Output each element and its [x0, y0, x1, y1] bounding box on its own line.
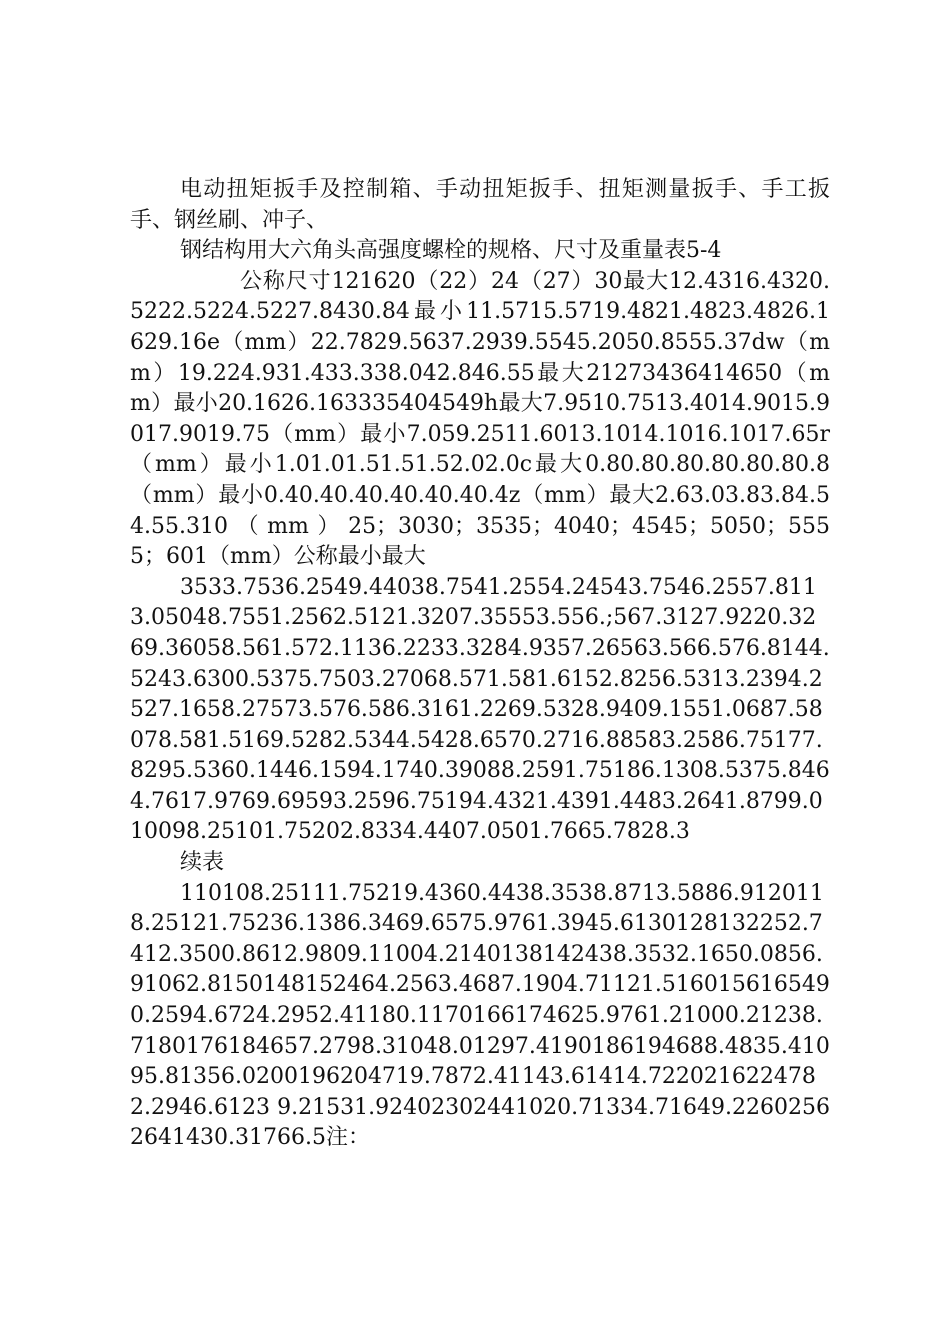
table-title: 钢结构用大六角头高强度螺栓的规格、尺寸及重量表5-4 — [180, 238, 722, 264]
document-body — [130, 175, 830, 1154]
bolt-spec-header-paragraph: 公称尺寸121620（22）24（27）30最大12.4316.4320.5222.5224.5227.8430.84最小11.5715.5719.4821.4823.4826.1629.16e（mm）22.7829.5637.2939.5545.2050.8555.37dw（mm）19.224.931.433.338.042.846.55最大21273436414650（mm）最小20.1626.163335404549h最大7.9510.7513.4014.9015.9017.9019.75（mm）最小7.059.2511.6013.1014.1016.1017.65r（mm）最小1.01.01.51.51.52.02.0c最大0.80.80.80.80.80.80.8（mm）最小0.40.40.40.40.40.40.4z（mm）最大2.63.03.83.84.54.55.310（mm）25；3030；3535；4040；4545；5050；5555；601（mm）公称最小最大 — [130, 268, 830, 570]
bolt-weight-data-paragraph: 3533.7536.2549.44038.7541.2554.24543.7546.2557.8113.05048.7551.2562.5121.3207.35553.556.;567.3127.9220.3269.36058.561.572.1136.2233.3284.9357.26563.566.576.8144.5243.6300.5375.7503.27068.571.581.6152.8256.5313.2394.2527.1658.27573.576.586.3161.2269.5328.9409.1551.0687.58078.581.5169.5282.5344.5428.6570.2716.88583.2586.75177.8295.5360.1446.1594.1740.39088.2591.75186.1308.5375.8464.7617.9769.69593.2596.75194.4321.4391.4483.2641.8799.010098.25101.75202.8334.4407.0501.7665.7828.3 — [130, 574, 830, 845]
continued-table-label: 续表 — [180, 850, 225, 876]
continued-table-data-paragraph: 110108.25111.75219.4360.4438.3538.8713.5886.9120118.25121.75236.1386.3469.6575.9761.3945.6130128132252.7412.3500.8612.9809.11004.2140138142438.3532.1650.0856.91062.8150148152464.2563.4687.1904.71121.5160156165490.2594.6724.2952.41180.1170166174625.9761.21000.21238.7180176184657.2798.31048.01297.4190186194688.4835.41095.81356.0200196204719.7872.41143.61414.7220216224782.2946.6123 9.21531.92402302441020.71334.71649.22602562641430.31766.5注： — [130, 880, 830, 1151]
tools-list-paragraph: 电动扭矩扳手及控制箱、手动扭矩扳手、扭矩测量扳手、手工扳手、钢丝刷、冲子、 — [130, 177, 830, 233]
